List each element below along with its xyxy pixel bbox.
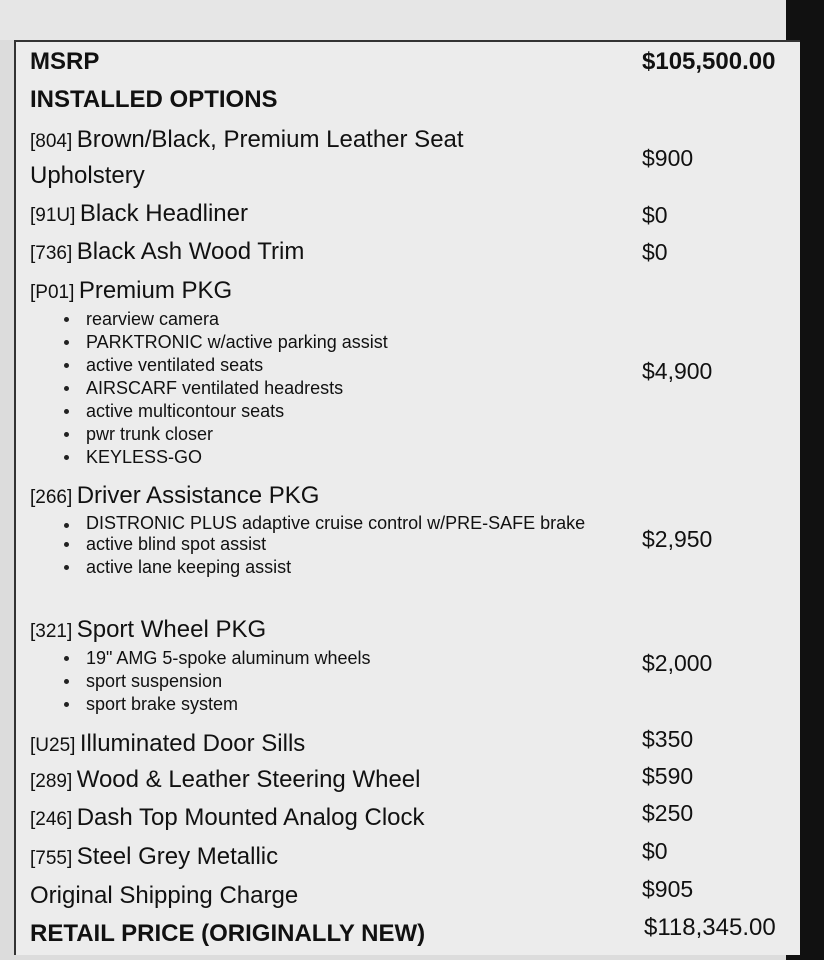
package-label bbox=[30, 277, 232, 305]
option-text: Black Headliner bbox=[79, 200, 248, 227]
option-price: $590 bbox=[642, 763, 694, 789]
option-text: Brown/Black, Premium Leather Seat bbox=[76, 126, 464, 153]
list-item: AIRSCARF ventilated headrests bbox=[52, 377, 388, 400]
window-sticker bbox=[14, 40, 800, 955]
list-item: sport suspension bbox=[52, 670, 371, 693]
list-item: sport brake system bbox=[52, 693, 371, 716]
list-item: KEYLESS-GO bbox=[52, 446, 388, 469]
list-item: rearview camera bbox=[52, 308, 388, 331]
installed-options-label: INSTALLED OPTIONS bbox=[30, 86, 278, 113]
package-bullet-list bbox=[30, 647, 371, 716]
background-page-top bbox=[0, 0, 790, 40]
list-item: active ventilated seats bbox=[52, 354, 388, 377]
option-text: Black Ash Wood Trim bbox=[76, 238, 305, 265]
option-text-continued: Upholstery bbox=[30, 162, 145, 189]
package-bullet-list bbox=[30, 308, 388, 469]
package-label bbox=[30, 482, 319, 510]
package-label bbox=[30, 616, 266, 644]
option-price: $4,900 bbox=[642, 358, 713, 384]
option-label bbox=[30, 766, 420, 794]
option-label bbox=[30, 126, 464, 154]
list-item: active multicontour seats bbox=[52, 400, 388, 423]
option-label bbox=[30, 238, 304, 266]
msrp-label: MSRP bbox=[30, 48, 100, 75]
option-price: $0 bbox=[642, 202, 668, 228]
option-code: [755] bbox=[30, 848, 73, 869]
list-item: pwr trunk closer bbox=[52, 423, 388, 446]
option-code: [91U] bbox=[30, 205, 76, 226]
package-title: Sport Wheel PKG bbox=[76, 616, 267, 643]
retail-price: $118,345.00 bbox=[644, 914, 776, 941]
option-text: Wood & Leather Steering Wheel bbox=[76, 766, 421, 793]
list-item: active blind spot assist bbox=[52, 533, 612, 556]
list-item: DISTRONIC PLUS adaptive cruise control w/PRE-SAFE brake bbox=[52, 514, 612, 533]
package-title: Premium PKG bbox=[78, 277, 233, 304]
package-title: Driver Assistance PKG bbox=[76, 482, 320, 509]
option-code: [246] bbox=[30, 809, 73, 830]
msrp-price: $105,500.00 bbox=[642, 48, 776, 75]
retail-label: RETAIL PRICE (ORIGINALLY NEW) bbox=[30, 920, 426, 947]
option-code: [736] bbox=[30, 243, 73, 264]
option-label bbox=[30, 843, 278, 871]
list-item: 19" AMG 5-spoke aluminum wheels bbox=[52, 647, 371, 670]
option-price: $250 bbox=[642, 800, 694, 826]
option-text: Steel Grey Metallic bbox=[76, 843, 279, 870]
option-code: [266] bbox=[30, 487, 73, 508]
option-code: [321] bbox=[30, 621, 73, 642]
option-price: $900 bbox=[642, 145, 694, 171]
option-price: $0 bbox=[642, 239, 668, 265]
shipping-label: Original Shipping Charge bbox=[30, 882, 299, 909]
list-item: PARKTRONIC w/active parking assist bbox=[52, 331, 388, 354]
option-price: $2,950 bbox=[642, 526, 713, 552]
option-price: $350 bbox=[642, 726, 694, 752]
option-price: $0 bbox=[642, 838, 668, 864]
option-code: [P01] bbox=[30, 282, 75, 303]
package-bullet-list bbox=[30, 514, 612, 579]
option-label bbox=[30, 804, 425, 832]
option-label bbox=[30, 730, 305, 758]
list-item: active lane keeping assist bbox=[52, 556, 612, 579]
option-label bbox=[30, 200, 248, 228]
shipping-price: $905 bbox=[642, 876, 694, 902]
option-code: [289] bbox=[30, 771, 73, 792]
option-text: Illuminated Door Sills bbox=[79, 730, 306, 757]
option-code: [804] bbox=[30, 131, 73, 152]
option-price: $2,000 bbox=[642, 650, 713, 676]
option-code: [U25] bbox=[30, 735, 76, 756]
option-text: Dash Top Mounted Analog Clock bbox=[76, 804, 425, 831]
